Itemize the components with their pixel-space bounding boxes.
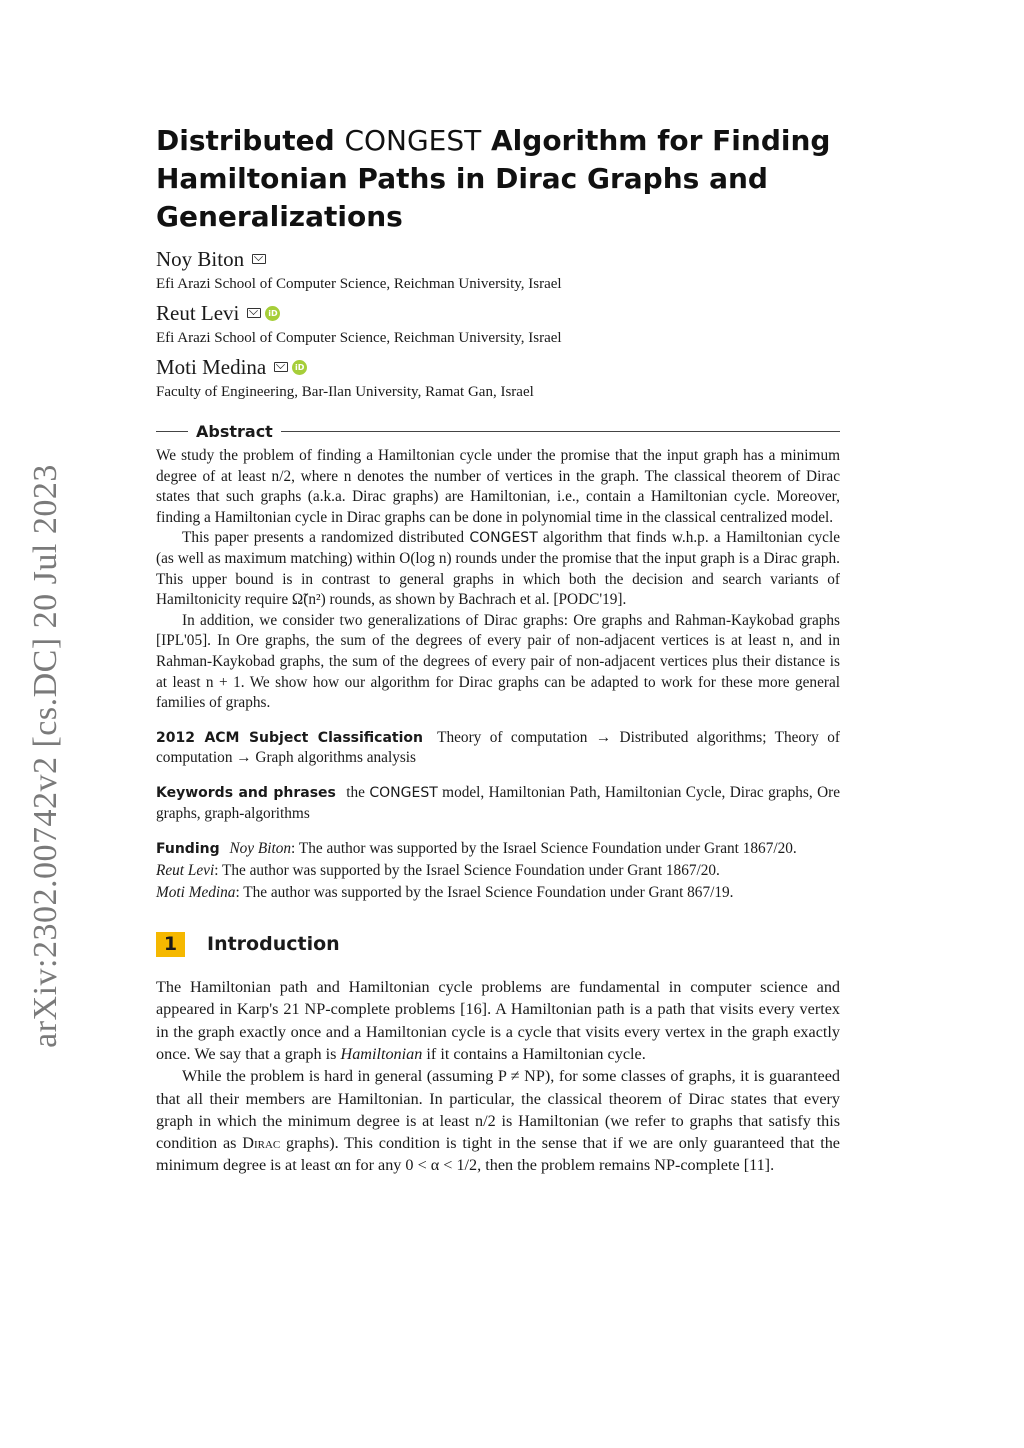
congest-term: CONGEST [469, 530, 538, 547]
intro-paragraph-1: The Hamiltonian path and Hamiltonian cycle problems are fundamental in computer science and appeared in Karp's 21 NP-complete problems [16]. A Hamiltonian path is a path that visits every vertex in the graph exactly once and a Hamiltonian cycle is a cycle that visits every vertex in the graph exactly once. We say that a graph is Hamiltonian if it contains a Hamiltonian cycle. [156, 978, 840, 1063]
section-title: Introduction [207, 933, 340, 956]
title-congest: CONGEST [344, 124, 482, 157]
paper-title [156, 122, 840, 236]
keywords-label: Keywords and phrases [156, 784, 336, 801]
mail-icon[interactable] [274, 362, 288, 372]
abstract-paragraph-3: In addition, we consider two generalizations of Dirac graphs: Ore graphs and Rahman-Kaykobad graphs [IPL'05]. In Ore graphs, the sum of the degrees of every pair of non-adjacent vertices is at least n, and in Rahman-Kaykobad graphs, the sum of the degrees of every pair of non-adjacent vertices plus their distance is at least n + 1. We show how our algorithm for Dirac graphs can be adapted to work for these more general families of graphs. [156, 611, 840, 712]
funding-line-2: Reut Levi: The author was supported by the Israel Science Foundation under Grant 1867/20. [156, 862, 720, 880]
introduction-body [156, 976, 840, 1177]
author-name: Moti Medina [156, 355, 267, 379]
section-heading [156, 930, 840, 958]
section-number: 1 [156, 932, 185, 957]
acm-text: Theory of computation → Distributed algorithms; Theory of computation → Graph algorithms analysis [156, 728, 840, 767]
abstract-heading [156, 420, 840, 442]
author-name: Noy Biton [156, 247, 245, 271]
rule-divider [281, 431, 840, 432]
acm-classification [156, 728, 840, 769]
acm-label: 2012 ACM Subject Classification [156, 729, 423, 746]
abstract-paragraph-1: We study the problem of finding a Hamiltonian cycle under the promise that the input graph has a minimum degree of at least n/2, where n denotes the number of vertices in the graph. The classical theorem of Dirac states that such graphs (a.k.a. Dirac graphs) are Hamiltonian, i.e., contain a Hamiltonian cycle. Moreover, finding a Hamiltonian cycle in Dirac graphs can be done in polynomial time in the classical centralized model. [156, 447, 840, 526]
funding-label: Funding [156, 841, 220, 858]
orcid-icon[interactable]: iD [292, 360, 307, 375]
author-block-2 [156, 300, 840, 348]
author-block-3 [156, 354, 840, 402]
mail-icon[interactable] [247, 308, 261, 318]
author-affiliation: Efi Arazi School of Computer Science, Reichman University, Israel [156, 276, 562, 292]
keywords: Keywords and phrases the CONGEST model, Hamiltonian Path, Hamiltonian Cycle, Dirac graphs, Ore graphs, graph-algorithms [156, 783, 841, 822]
congest-term: CONGEST [369, 784, 438, 801]
title-part2: Algorithm for Finding Hamiltonian Paths in Dirac Graphs and Generalizations [156, 124, 831, 233]
intro-paragraph-2: While the problem is hard in general (assuming P ≠ NP), for some classes of graphs, it is guaranteed that all their members are Hamiltonian. In particular, the classical theorem of Dirac states that every graph in which the minimum degree is at least n/2 is Hamiltonian (we refer to graphs that satisfy this condition as Dirac graphs). This condition is tight in the sense that if we are only guaranteed that the minimum degree is at least αn for any 0 < α < 1/2, then the problem remains NP-complete [11]. [156, 1067, 840, 1175]
author-name: Reut Levi [156, 301, 240, 325]
title-part1: Distributed [156, 124, 345, 157]
mail-icon[interactable] [252, 254, 266, 264]
paper-page [156, 122, 840, 1177]
orcid-icon[interactable]: iD [265, 306, 280, 321]
rule-divider [156, 431, 188, 432]
funding-line-3: Moti Medina: The author was supported by the Israel Science Foundation under Grant 867/19. [156, 884, 734, 902]
funding-author: Noy Biton [229, 840, 292, 858]
author-affiliation: Faculty of Engineering, Bar-Ilan University, Ramat Gan, Israel [156, 384, 534, 400]
funding-author: Moti Medina [156, 884, 236, 902]
author-affiliation: Efi Arazi School of Computer Science, Reichman University, Israel [156, 330, 562, 346]
funding-line-1: Funding Noy Biton: The author was supported by the Israel Science Foundation under Grant 1867/20. [156, 840, 797, 858]
abstract-paragraph-2: This paper presents a randomized distributed CONGEST algorithm that finds w.h.p. a Hamiltonian cycle (as well as maximum matching) within O(log n) rounds under the promise that the input graph is a Dirac graph. This upper bound is in contrast to general graphs in which both the decision and search variants of Hamiltonicity require Ω̃(n²) rounds, as shown by Bachrach et al. [PODC'19]. [156, 529, 840, 609]
author-block-1 [156, 246, 840, 294]
funding [156, 838, 840, 904]
abstract-body [156, 446, 840, 714]
arxiv-side-stamp: arXiv:2302.00742v2 [cs.DC] 20 Jul 2023 [27, 464, 64, 1048]
abstract-label: Abstract [196, 421, 273, 441]
funding-author: Reut Levi [156, 862, 215, 880]
